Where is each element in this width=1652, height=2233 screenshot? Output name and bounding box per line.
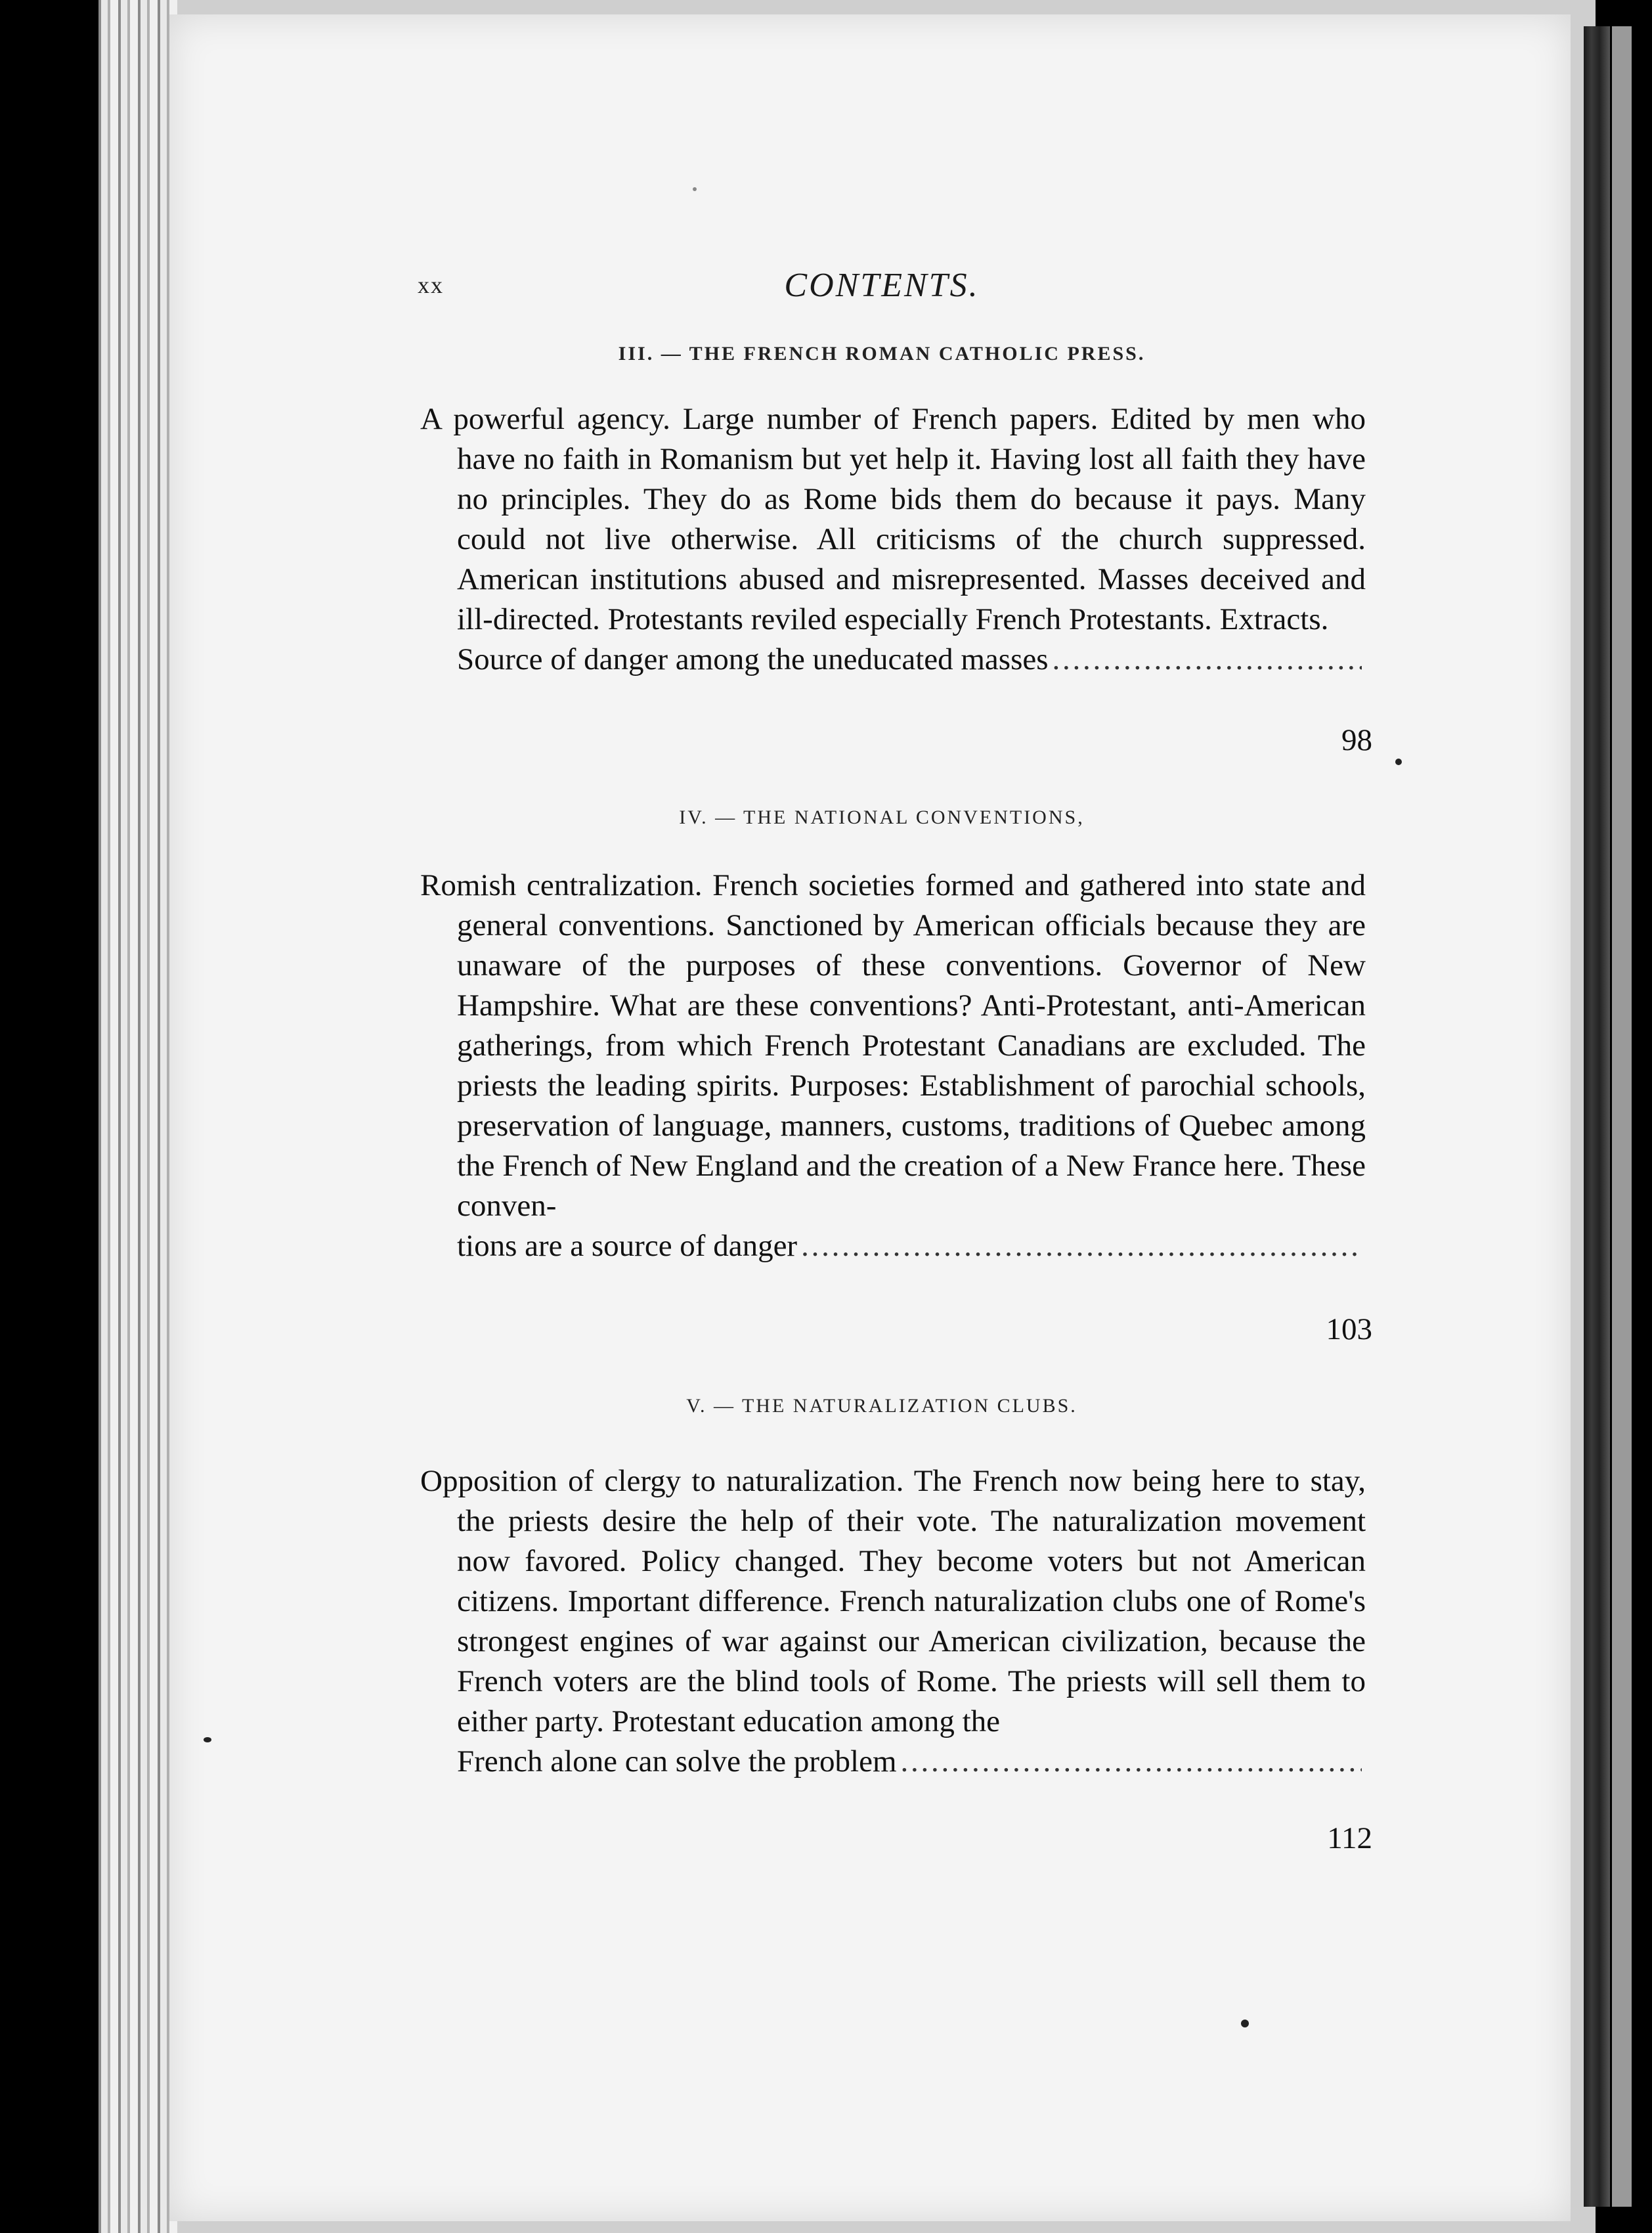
page-number-iv: 103 [1326,1312,1372,1346]
book-spine-shadow [1584,26,1610,2207]
leader-dots [801,1226,1362,1266]
section-entry-iv [420,866,1366,1266]
section-last-text-iv: tions are a source of danger [457,1229,798,1263]
section-entry-v [420,1461,1366,1782]
speck [693,187,697,191]
running-head [418,266,1346,305]
section-heading-iv: IV. — THE NATIONAL CONVENTIONS, [679,807,1085,828]
speck [1241,2020,1249,2027]
page-number-iii: 98 [1341,723,1372,757]
speck [204,1737,211,1742]
section-last-line-iv [420,1226,1366,1266]
section-entry-iii [420,399,1366,680]
section-body-iv: Romish centralization. French societies formed and gathered into state and general conventions. Sanctioned by American officials because they are unaware of the purposes of these conventions. Governor of New Hampshire. What are these conventions? Anti-Protestant, anti-American gatherings, from which French Protestant Canadians are excluded. The priests the leading spirits. Purposes: Establishment of parochial schools, preservation of language, manners, customs, traditions of Quebec among the French of New England and the creation of a New France here. These conven- [420,868,1366,1223]
page-title: CONTENTS. [784,267,980,304]
speck [1395,759,1402,765]
leader-dots [901,1742,1362,1782]
book-spine-edge [1612,26,1632,2207]
page-folio: xx [418,272,444,298]
section-body-iii: A powerful agency. Large number of French papers. Edited by men who have no faith in Romanism but yet help it. Having lost all faith they have no principles. They do as Rome bids them do because it pays. Many could not live otherwise. All criticisms of the church suppressed. American institutions abused and misrepresented. Masses deceived and ill-directed. Protestants reviled especially French Protestants. Extracts. [420,402,1366,636]
page-number-v: 112 [1327,1821,1372,1855]
section-heading-v: V. — THE NATURALIZATION CLUBS. [686,1395,1077,1417]
page-stack-edges [98,0,177,2233]
section-last-text-iii: Source of danger among the uneducated masses [457,642,1049,676]
section-last-text-v: French alone can solve the problem [457,1744,897,1779]
leader-dots [1053,640,1362,680]
section-heading-iii: III. — THE FRENCH ROMAN CATHOLIC PRESS. [618,343,1146,365]
section-body-v: Opposition of clergy to naturalization. The French now being here to stay, the priests desire the help of their vote. The naturalization movement now favored. Policy changed. They become voters but not American citizens. Important difference. French naturalization clubs one of Rome's strongest engines of war against our American civilization, because the French voters are the blind tools of Rome. The priests will sell them to either party. Protestant education among the [420,1464,1366,1738]
section-last-line-v [420,1742,1366,1782]
section-last-line-iii [420,640,1366,680]
